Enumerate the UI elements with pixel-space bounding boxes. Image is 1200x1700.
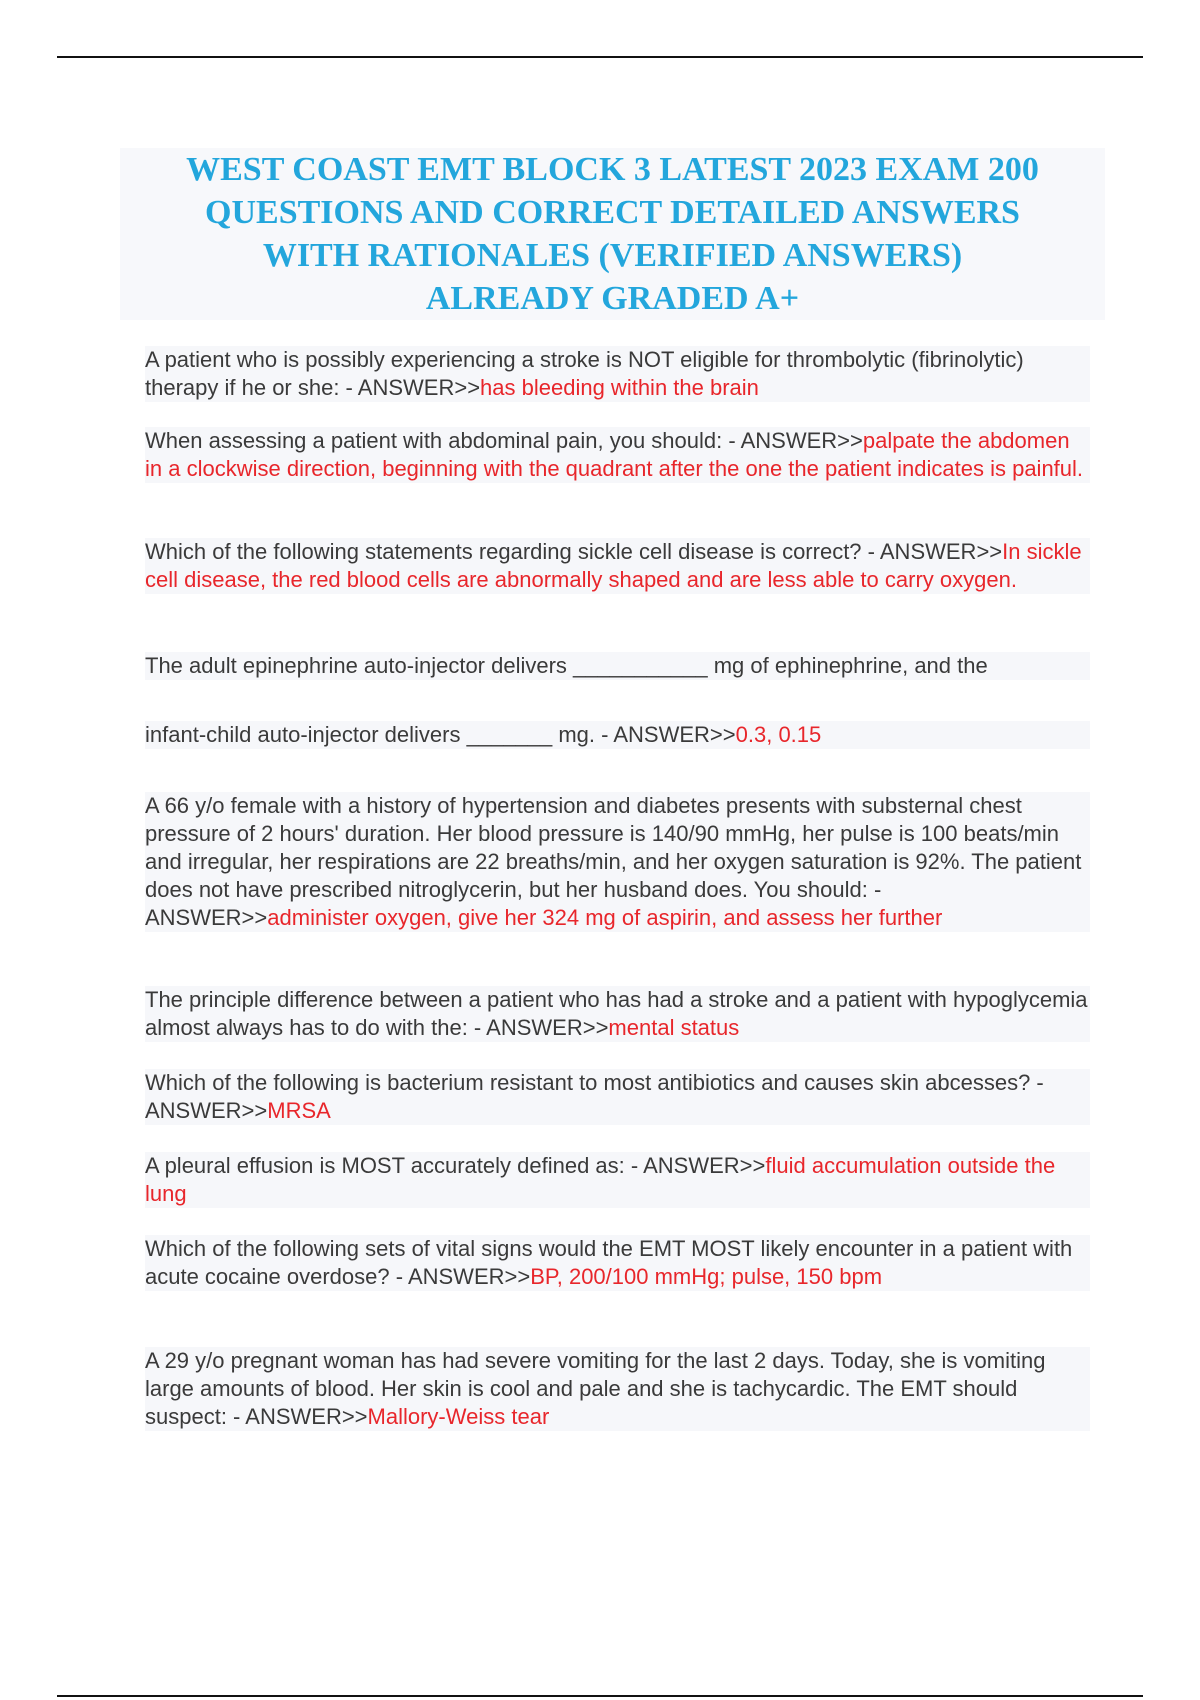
question-text: infant-child auto-injector delivers _______ mg. - ANSWER>> xyxy=(145,722,736,747)
answer-text: Mallory-Weiss tear xyxy=(367,1404,550,1429)
answer-text: MRSA xyxy=(267,1098,331,1123)
qa-item-7 xyxy=(145,1069,1090,1125)
qa-item-2 xyxy=(145,427,1090,483)
qa-item-9 xyxy=(145,1235,1090,1291)
top-rule xyxy=(57,56,1143,58)
title-line-1: WEST COAST EMT BLOCK 3 LATEST 2023 EXAM 200 xyxy=(186,151,1039,188)
answer-text: administer oxygen, give her 324 mg of aspirin, and assess her further xyxy=(267,905,943,930)
qa-item-1 xyxy=(145,346,1090,402)
title-line-3: WITH RATIONALES (VERIFIED ANSWERS) xyxy=(262,237,963,274)
answer-text: BP, 200/100 mmHg; pulse, 150 bpm xyxy=(530,1264,883,1289)
question-text: A 29 y/o pregnant woman has had severe vomiting for the last 2 days. Today, she is vomiting large amounts of blood. Her skin is cool and pale and she is tachycardic. The EMT should suspect: - ANSWER>> xyxy=(145,1348,1046,1429)
question-text: The adult epinephrine auto-injector delivers ___________ mg of ephinephrine, and the xyxy=(145,653,988,678)
qa-item-4-line-2 xyxy=(145,721,1090,749)
answer-text: has bleeding within the brain xyxy=(480,375,759,400)
qa-item-10 xyxy=(145,1347,1090,1431)
qa-item-6 xyxy=(145,986,1090,1042)
qa-item-5 xyxy=(145,792,1090,932)
question-text: Which of the following is bacterium resistant to most antibiotics and causes skin abcesses? - ANSWER>> xyxy=(145,1070,1044,1123)
question-text: When assessing a patient with abdominal pain, you should: - ANSWER>> xyxy=(145,428,863,453)
qa-item-4-line-1 xyxy=(145,652,1090,680)
question-text: A pleural effusion is MOST accurately defined as: - ANSWER>> xyxy=(145,1153,766,1178)
answer-text: In sickle cell disease, the red blood cells are abnormally shaped and are less able to carry oxygen. xyxy=(145,539,1082,592)
qa-item-8 xyxy=(145,1152,1090,1208)
answer-text: mental status xyxy=(608,1015,740,1040)
question-text: A 66 y/o female with a history of hypertension and diabetes presents with substernal chest pressure of 2 hours' duration. Her blood pressure is 140/90 mmHg, her pulse is 100 beats/min and irregular, her respirations are 22 breaths/min, and her oxygen saturation is 92%. The patient does not have prescribed nitroglycerin, but her husband does. You should: - ANSWER>> xyxy=(145,793,1082,930)
question-text: A patient who is possibly experiencing a stroke is NOT eligible for thrombolytic (fibrinolytic) therapy if he or she: - ANSWER>> xyxy=(145,347,1024,400)
answer-text: fluid accumulation outside the lung xyxy=(145,1153,1056,1206)
title-line-2: QUESTIONS AND CORRECT DETAILED ANSWERS xyxy=(205,194,1020,231)
answer-text: palpate the abdomen in a clockwise direction, beginning with the quadrant after the one the patient indicates is painful. xyxy=(145,428,1084,481)
bottom-rule xyxy=(57,1695,1143,1697)
title-line-4: ALREADY GRADED A+ xyxy=(425,280,800,317)
question-text: The principle difference between a patient who has had a stroke and a patient with hypoglycemia almost always has to do with the: - ANSWER>> xyxy=(145,987,1088,1040)
document-title xyxy=(120,148,1105,320)
qa-item-3 xyxy=(145,538,1090,594)
question-text: Which of the following statements regarding sickle cell disease is correct? - ANSWER>> xyxy=(145,539,1003,564)
question-text: Which of the following sets of vital signs would the EMT MOST likely encounter in a patient with acute cocaine overdose? - ANSWER>> xyxy=(145,1236,1073,1289)
answer-text: 0.3, 0.15 xyxy=(735,722,822,747)
